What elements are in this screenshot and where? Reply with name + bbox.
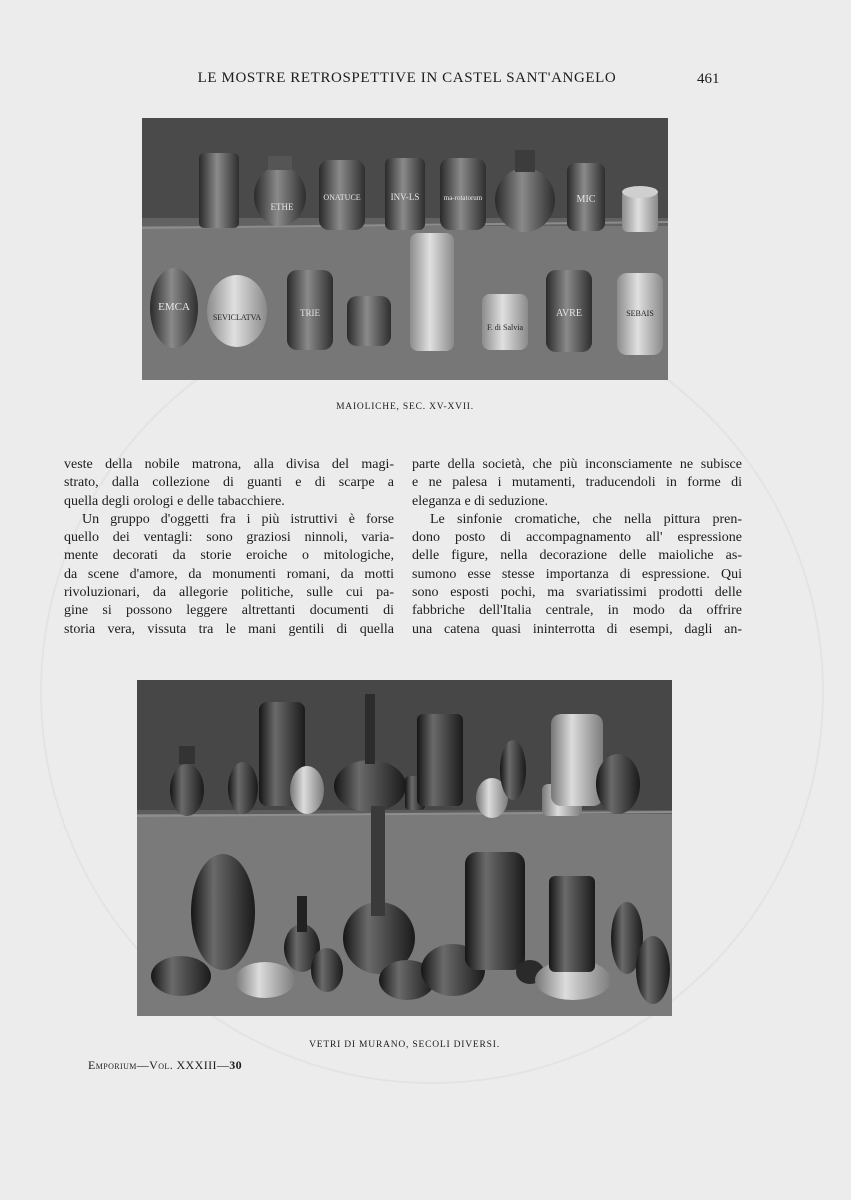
running-title: LE MOSTRE RETROSPETTIVE IN CASTEL SANT'ANGELO [197,70,617,86]
jar-label: SEVICLATVA [212,313,262,322]
figure-caption-bottom: VETRI DI MURANO, SECOLI DIVERSI. [309,1040,500,1050]
text-line: sono esposti pochi, ma svariatissimi prodotti delle [412,585,742,601]
jar-label: ONATUCE [323,193,361,202]
signature-number: 30 [229,1058,243,1072]
text-line: e ne palesa i mutamenti, traducendoli in forme di [412,475,742,491]
paragraph [412,456,742,511]
journal-footer [88,1058,242,1073]
text-line: strato, dalla collezione di guanti e di scarpe a [64,475,394,491]
text-line: Le sinfonie cromatiche, che nella pittura pren- [430,511,742,527]
text-line: gine si possono leggere altrettanti documenti di [64,603,394,619]
photo-maioliche [142,118,668,380]
jar-label: ma-rotatorum [443,194,483,202]
text-line: parte della società, che più inconsciamente ne subisce [412,457,742,472]
text-column-right [412,456,742,639]
jar-label: MIC [576,194,596,205]
paragraph [64,511,394,639]
text-line: una catena quasi ininterrotta di esempi, dagli an- [412,621,742,637]
paragraph [412,511,742,639]
text-line: storia vera, vissuta tra le mani gentili di quella [64,621,394,637]
text-line: fabbriche dell'Italia centrale, in modo da offrire [412,603,742,619]
jar-label: F. di Salvia [486,323,524,332]
jar-label: INV-LS [390,192,420,202]
text-line: mente decorati da storie eroiche o mitologiche, [64,548,394,564]
journal-volume: Emporium—Vol. XXXIII— [88,1058,230,1072]
jar-label: SEBAIS [626,309,654,318]
text-line: quello dei ventagli: sono graziosi ninnoli, varia- [64,530,394,546]
paragraph [64,456,394,511]
text-line: sumono esse stesse importanza di espressione. Qui [412,566,742,582]
text-line: Un gruppo d'oggetti fra i più istruttivi è forse [82,511,394,527]
jar-label: TRIE [300,308,320,318]
text-line: da scene d'amore, da monumenti romani, da motti [64,566,394,582]
text-line: eleganza e di seduzione. [412,493,549,509]
text-line: quella degli orologi e delle tabacchiere. [64,493,285,509]
jar-label: ETHE [270,202,294,212]
text-column-left [64,456,394,639]
photo-vetri-murano [137,680,672,1016]
text-line: rivoluzionari, da allegorie politiche, sulle cui pa- [64,585,394,601]
page-number: 461 [697,71,720,87]
text-line: delle figure, nella decorazione delle maioliche as- [412,548,742,564]
jar-label: EMCA [158,301,190,313]
figure-caption-top: MAIOLICHE, SEC. XV-XVII. [336,402,474,412]
text-line: veste della nobile matrona, alla divisa del magi- [64,457,394,472]
jar-label: AVRE [556,308,582,319]
text-line: dono posto di accompagnamento all' espressione [412,530,742,546]
